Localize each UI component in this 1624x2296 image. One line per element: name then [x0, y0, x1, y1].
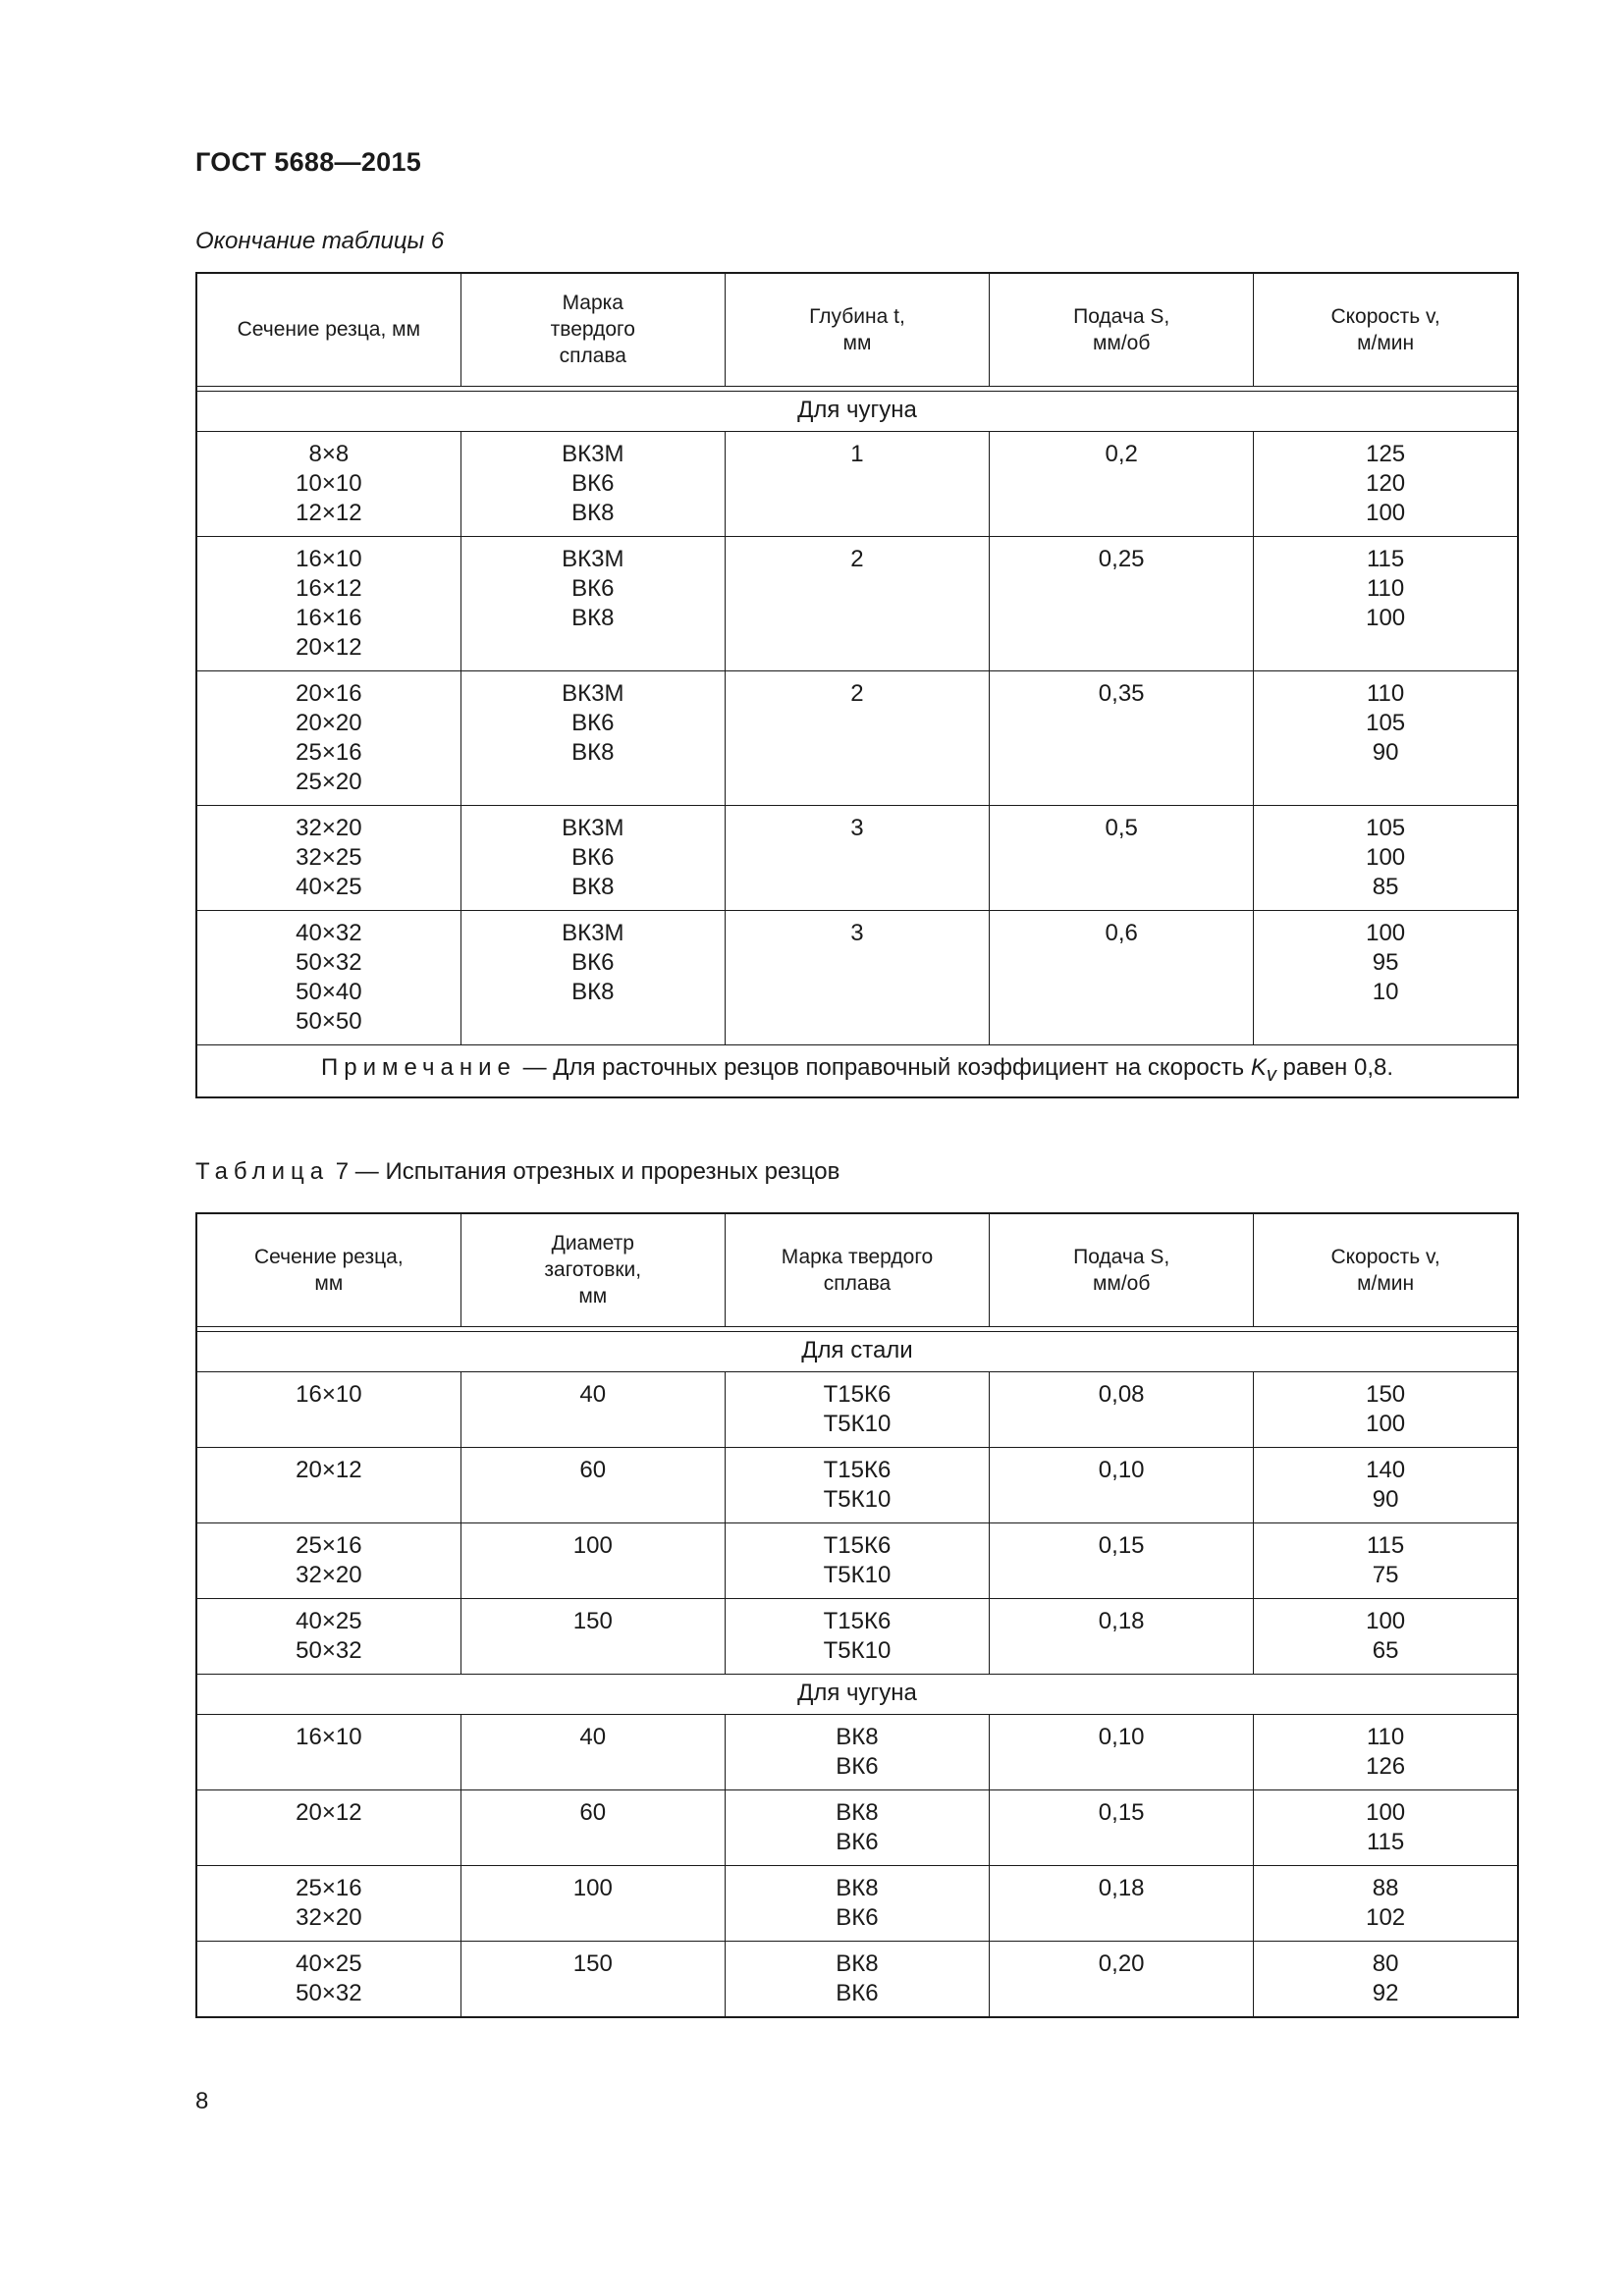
table6-header-cell: [990, 273, 1254, 386]
section-cell: [196, 536, 460, 670]
speed-cell-line: 100: [1366, 1798, 1406, 1826]
grade-cell-line: ВК8: [836, 1723, 879, 1750]
note-word: Примечание: [320, 1053, 516, 1081]
table7-header-cell-line: Подача S,: [1073, 1245, 1170, 1268]
section-cell-line: 50×40: [296, 978, 362, 1005]
table-row: [196, 536, 1518, 670]
section-cell-line: 50×32: [296, 1636, 362, 1664]
diameter-cell: 40: [460, 1714, 725, 1789]
speed-cell-line: 110: [1366, 1723, 1405, 1750]
table7-header-cell-line: Марка твердого: [781, 1245, 934, 1268]
diameter-cell: 60: [460, 1447, 725, 1522]
speed-cell-line: 125: [1366, 440, 1406, 467]
section-cell-line: 25×16: [296, 738, 362, 766]
depth-cell: 2: [725, 670, 989, 805]
feed-cell: 0,15: [990, 1789, 1254, 1865]
table7-body: [196, 1213, 1518, 2017]
table-row: [196, 1789, 1518, 1865]
grade-cell-line: ВК6: [571, 709, 615, 736]
speed-cell: [1254, 1789, 1518, 1865]
page-number: 8: [195, 2088, 209, 2114]
diameter-cell: 150: [460, 1941, 725, 2017]
table7-group-1-label: Для чугуна: [196, 1674, 1518, 1714]
feed-cell: 0,6: [990, 910, 1254, 1044]
table7-header-cell: [725, 1213, 989, 1326]
table7-group-0-label: Для стали: [196, 1331, 1518, 1371]
section-cell-line: 16×12: [296, 574, 362, 602]
table-6: [195, 272, 1519, 1098]
grade-cell-line: ВК3М: [562, 545, 624, 572]
diameter-cell: 100: [460, 1865, 725, 1941]
speed-cell-line: 10: [1372, 978, 1399, 1005]
grade-cell-line: ВК8: [836, 1798, 879, 1826]
section-cell-line: 20×16: [296, 679, 362, 707]
section-cell-line: 10×10: [296, 469, 362, 497]
speed-cell-line: 105: [1366, 709, 1406, 736]
speed-cell: [1254, 910, 1518, 1044]
speed-cell: [1254, 1714, 1518, 1789]
speed-cell-line: 80: [1372, 1949, 1399, 1977]
section-cell: [196, 805, 460, 910]
grade-cell-line: ВК3М: [562, 679, 624, 707]
speed-cell-line: 105: [1366, 814, 1406, 841]
speed-cell-line: 110: [1366, 679, 1405, 707]
table6-caption: Окончание таблицы 6: [195, 228, 445, 254]
grade-cell: [725, 1865, 989, 1941]
speed-cell: [1254, 1941, 1518, 2017]
section-cell-line: 12×12: [296, 499, 362, 526]
section-cell-line: 40×25: [296, 1949, 362, 1977]
diameter-cell: 60: [460, 1789, 725, 1865]
section-cell: [196, 431, 460, 536]
table7-group-1: [196, 1674, 1518, 1714]
section-cell-line: 40×25: [296, 1607, 362, 1634]
table7-caption-word: Таблица: [195, 1158, 330, 1185]
section-cell: [196, 910, 460, 1044]
table-row: [196, 1522, 1518, 1598]
section-cell-line: 16×16: [296, 604, 362, 631]
grade-cell-line: ВК6: [836, 1828, 879, 1855]
speed-cell: [1254, 1522, 1518, 1598]
diameter-cell: 150: [460, 1598, 725, 1674]
speed-cell-line: 115: [1366, 1531, 1405, 1559]
grade-cell-line: ВК8: [571, 604, 615, 631]
feed-cell: 0,10: [990, 1714, 1254, 1789]
speed-cell-line: 65: [1372, 1636, 1399, 1664]
speed-cell-line: 88: [1372, 1874, 1399, 1901]
grade-cell: [725, 1371, 989, 1447]
speed-cell-line: 115: [1366, 545, 1405, 572]
section-cell: [196, 1598, 460, 1674]
table6-header-row: [196, 273, 1518, 386]
section-cell: [196, 1789, 460, 1865]
feed-cell: 0,15: [990, 1522, 1254, 1598]
table6-header-cell-line: мм: [842, 331, 872, 354]
speed-cell-line: 102: [1366, 1903, 1406, 1931]
diameter-cell: 100: [460, 1522, 725, 1598]
section-cell-line: 40×32: [296, 919, 362, 946]
section-cell-line: 25×16: [296, 1531, 362, 1559]
note-symbol: K: [1250, 1053, 1267, 1081]
feed-cell: 0,25: [990, 536, 1254, 670]
table7-header-cell-line: мм: [578, 1285, 608, 1308]
grade-cell-line: ВК8: [571, 978, 615, 1005]
grade-cell: [460, 670, 725, 805]
section-cell-line: 32×25: [296, 843, 362, 871]
speed-cell: [1254, 1865, 1518, 1941]
grade-cell-line: ВК8: [836, 1949, 879, 1977]
table-row: [196, 1714, 1518, 1789]
table6-header-cell: [460, 273, 725, 386]
table7-group-0: [196, 1331, 1518, 1371]
feed-cell: 0,5: [990, 805, 1254, 910]
table6-group-cast-iron: [196, 391, 1518, 431]
section-cell-line: 20×20: [296, 709, 362, 736]
table6-header-cell: [1254, 273, 1518, 386]
grade-cell: [725, 1714, 989, 1789]
grade-cell: [725, 1522, 989, 1598]
speed-cell-line: 100: [1366, 499, 1406, 526]
grade-cell-line: Т5К10: [823, 1410, 892, 1437]
section-cell-line: 32×20: [296, 1561, 362, 1588]
feed-cell: 0,08: [990, 1371, 1254, 1447]
grade-cell-line: ВК6: [836, 1979, 879, 2006]
grade-cell-line: ВК6: [571, 843, 615, 871]
grade-cell-line: Т15К6: [823, 1456, 892, 1483]
table6-header-cell-line: Подача S,: [1073, 304, 1170, 328]
table7-header-cell: [990, 1213, 1254, 1326]
feed-cell: 0,18: [990, 1598, 1254, 1674]
speed-cell: [1254, 805, 1518, 910]
table7-caption-text: 7 — Испытания отрезных и прорезных резцов: [329, 1158, 840, 1185]
grade-cell-line: ВК3М: [562, 440, 624, 467]
grade-cell: [460, 431, 725, 536]
grade-cell-line: ВК8: [836, 1874, 879, 1901]
table6-header-cell-line: твердого: [550, 318, 635, 342]
grade-cell-line: ВК8: [571, 738, 615, 766]
section-cell-line: 20×12: [296, 633, 362, 661]
table7-header-row: [196, 1213, 1518, 1326]
grade-cell-line: Т5К10: [823, 1636, 892, 1664]
table7-header-cell: [460, 1213, 725, 1326]
section-cell: [196, 1522, 460, 1598]
depth-cell: 2: [725, 536, 989, 670]
section-cell-line: 16×10: [296, 1380, 362, 1408]
grade-cell-line: ВК6: [836, 1752, 879, 1780]
table6-header-cell-line: Скорость v,: [1330, 304, 1440, 328]
grade-cell-line: ВК3М: [562, 814, 624, 841]
grade-cell-line: Т5К10: [823, 1485, 892, 1513]
table6-header-cell-line: сплава: [559, 345, 626, 368]
grade-cell: [725, 1598, 989, 1674]
diameter-cell: 40: [460, 1371, 725, 1447]
grade-cell: [725, 1941, 989, 2017]
section-cell-line: 20×12: [296, 1456, 362, 1483]
grade-cell-line: ВК6: [571, 469, 615, 497]
grade-cell-line: ВК6: [571, 948, 615, 976]
grade-cell-line: Т15К6: [823, 1607, 892, 1634]
speed-cell-line: 100: [1366, 604, 1406, 631]
section-cell-line: 50×50: [296, 1007, 362, 1035]
section-cell-line: 50×32: [296, 948, 362, 976]
speed-cell-line: 140: [1366, 1456, 1406, 1483]
speed-cell: [1254, 1598, 1518, 1674]
table6-note: [196, 1044, 1518, 1097]
depth-cell: 3: [725, 805, 989, 910]
grade-cell-line: ВК3М: [562, 919, 624, 946]
grade-cell-line: ВК8: [571, 499, 615, 526]
speed-cell-line: 115: [1366, 1828, 1405, 1855]
speed-cell-line: 85: [1372, 873, 1399, 900]
speed-cell-line: 126: [1366, 1752, 1406, 1780]
section-cell: [196, 1371, 460, 1447]
feed-cell: 0,2: [990, 431, 1254, 536]
grade-cell: [725, 1789, 989, 1865]
feed-cell: 0,35: [990, 670, 1254, 805]
speed-cell: [1254, 431, 1518, 536]
section-cell: [196, 1447, 460, 1522]
table6-header-cell-line: Глубина t,: [809, 304, 905, 328]
table6-header-cell-line: Марка: [562, 292, 623, 315]
table-row: [196, 1447, 1518, 1522]
speed-cell-line: 92: [1372, 1979, 1399, 2006]
section-cell: [196, 1941, 460, 2017]
grade-cell-line: Т15К6: [823, 1380, 892, 1408]
table-row: [196, 670, 1518, 805]
speed-cell-line: 120: [1366, 469, 1406, 497]
grade-cell: [460, 536, 725, 670]
speed-cell-line: 75: [1372, 1561, 1399, 1588]
table6-header-cell-line: Сечение резца, мм: [237, 318, 421, 342]
feed-cell: 0,18: [990, 1865, 1254, 1941]
speed-cell: [1254, 536, 1518, 670]
table-row: [196, 805, 1518, 910]
section-cell-line: 8×8: [308, 440, 350, 467]
section-cell: [196, 670, 460, 805]
note-subscript: v: [1266, 1063, 1276, 1086]
speed-cell-line: 110: [1366, 574, 1405, 602]
feed-cell: 0,10: [990, 1447, 1254, 1522]
depth-cell: 1: [725, 431, 989, 536]
section-cell-line: 16×10: [296, 545, 362, 572]
section-cell-line: 20×12: [296, 1798, 362, 1826]
speed-cell-line: 100: [1366, 919, 1406, 946]
grade-cell-line: Т5К10: [823, 1561, 892, 1588]
speed-cell-line: 90: [1372, 1485, 1399, 1513]
table-7: [195, 1212, 1519, 2018]
table7-header-cell-line: Скорость v,: [1330, 1245, 1440, 1268]
table7-header-cell-line: мм: [314, 1271, 344, 1295]
grade-cell: [460, 910, 725, 1044]
section-cell-line: 40×25: [296, 873, 362, 900]
section-cell: [196, 1714, 460, 1789]
table7-caption: [195, 1158, 839, 1186]
grade-cell-line: ВК6: [836, 1903, 879, 1931]
table7-header-cell: [196, 1213, 460, 1326]
table6-group-cast-iron-label: Для чугуна: [196, 391, 1518, 431]
note-text: — Для расточных резцов поправочный коэффициент на скорость: [515, 1053, 1251, 1081]
feed-cell: 0,20: [990, 1941, 1254, 2017]
table-row: [196, 910, 1518, 1044]
section-cell: [196, 1865, 460, 1941]
section-cell-line: 25×16: [296, 1874, 362, 1901]
table6-header-cell: [196, 273, 460, 386]
grade-cell-line: ВК8: [571, 873, 615, 900]
table6-header-cell-line: мм/об: [1092, 331, 1151, 354]
depth-cell: 3: [725, 910, 989, 1044]
table6-body: [196, 273, 1518, 1097]
table-row: [196, 1865, 1518, 1941]
table6-header-cell-line: м/мин: [1357, 331, 1415, 354]
grade-cell: [725, 1447, 989, 1522]
table7-header-cell: [1254, 1213, 1518, 1326]
section-cell-line: 32×20: [296, 814, 362, 841]
section-cell-line: 25×20: [296, 768, 362, 795]
table-row: [196, 1941, 1518, 2017]
speed-cell-line: 95: [1372, 948, 1399, 976]
table7-header-cell-line: сплава: [823, 1271, 892, 1295]
table6-header-cell: [725, 273, 989, 386]
table7-header-cell-line: мм/об: [1092, 1271, 1151, 1295]
table6-note-row: [196, 1044, 1518, 1097]
speed-cell: [1254, 1447, 1518, 1522]
speed-cell-line: 100: [1366, 1410, 1406, 1437]
section-cell-line: 50×32: [296, 1979, 362, 2006]
speed-cell-line: 100: [1366, 843, 1406, 871]
table7-header-cell-line: заготовки,: [544, 1258, 642, 1282]
grade-cell-line: ВК6: [571, 574, 615, 602]
section-cell-line: 16×10: [296, 1723, 362, 1750]
speed-cell-line: 100: [1366, 1607, 1406, 1634]
table-row: [196, 431, 1518, 536]
table-row: [196, 1598, 1518, 1674]
table7-header-cell-line: м/мин: [1357, 1271, 1415, 1295]
note-tail: равен 0,8.: [1275, 1053, 1394, 1081]
section-cell-line: 32×20: [296, 1903, 362, 1931]
table-row: [196, 1371, 1518, 1447]
table7-header-cell-line: Сечение резца,: [254, 1245, 404, 1268]
document-code: ГОСТ 5688—2015: [195, 147, 422, 177]
speed-cell-line: 150: [1366, 1380, 1406, 1408]
table7-header-cell-line: Диаметр: [551, 1232, 634, 1255]
speed-cell: [1254, 670, 1518, 805]
grade-cell-line: Т15К6: [823, 1531, 892, 1559]
speed-cell: [1254, 1371, 1518, 1447]
grade-cell: [460, 805, 725, 910]
speed-cell-line: 90: [1372, 738, 1399, 766]
